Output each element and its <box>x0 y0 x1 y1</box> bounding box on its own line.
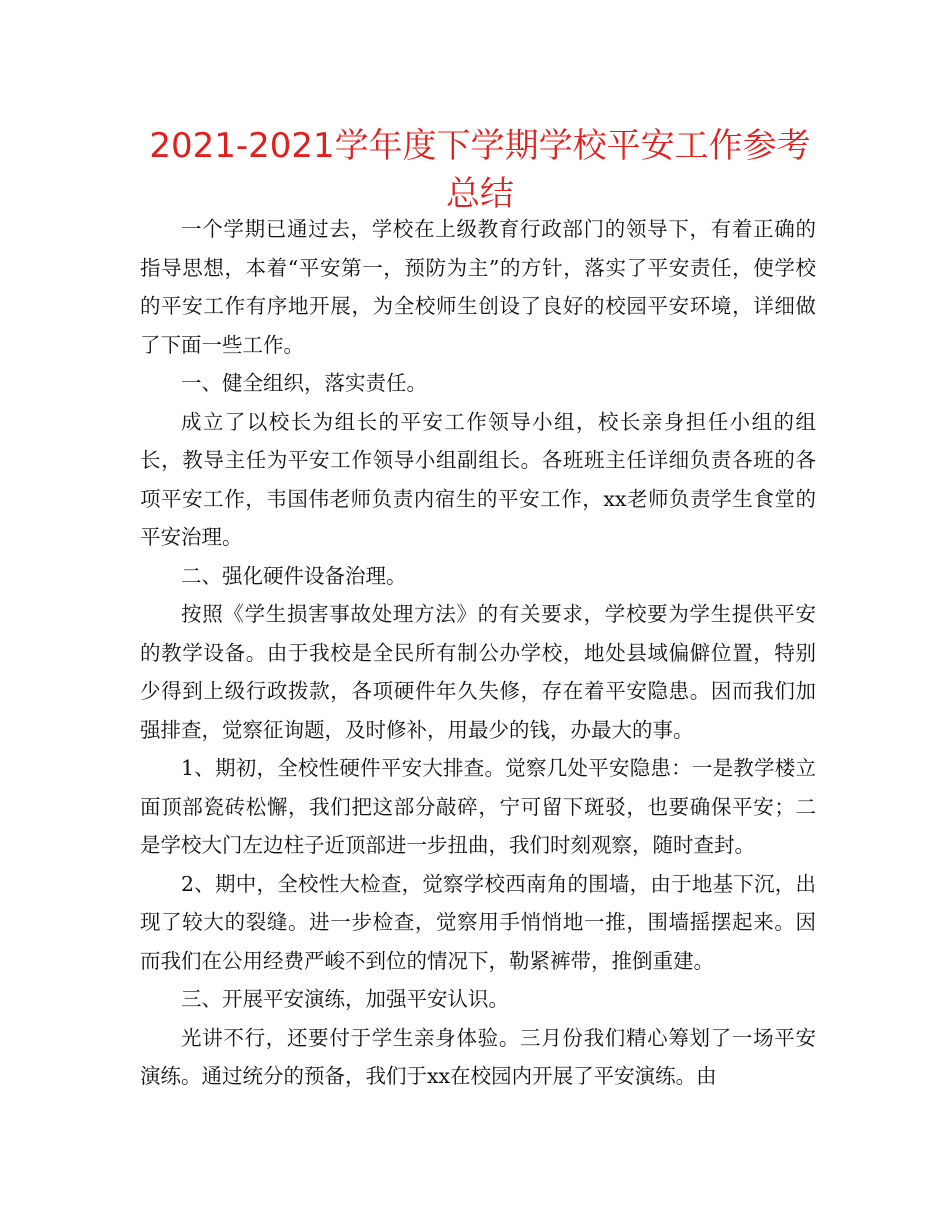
document-title: 2021-2021学年度下学期学校平安工作参考总结 <box>149 126 811 214</box>
paragraph-organization: 成立了以校长为组长的平安工作领导小组，校长亲身担任小组的组长，教导主任为平安工作领导小组副组长。各班班主任详细负责各班的各项平安工作，韦国伟老师负责内宿生的平安工作，xx老师负责学生食堂的平安治理。 <box>140 409 816 549</box>
section-heading-1: 一、健全组织，落实责任。 <box>181 371 427 395</box>
section-heading-3: 三、开展平安演练，加强平安认识。 <box>181 987 509 1011</box>
paragraph-hardware: 按照《学生损害事故处理方法》的有关要求，学校要为学生提供平安的教学设备。由于我校是全民所有制公办学校，地处县域偏僻位置，特别少得到上级行政拨款，各项硬件年久失修，存在着平安隐患。因而我们加强排查，觉察征询题，及时修补，用最少的钱，办最大的事。 <box>140 602 816 742</box>
paragraph-drill: 光讲不行，还要付于学生亲身体验。三月份我们精心筹划了一场平安演练。通过统分的预备，我们于xx在校园内开展了平安演练。由 <box>140 1025 816 1088</box>
section-heading-2: 二、强化硬件设备治理。 <box>181 563 407 588</box>
document-body <box>140 210 816 1096</box>
paragraph-intro: 一个学期已通过去，学校在上级教育行政部门的领导下，有着正确的指导思想，本着“平安第一，预防为主”的方针，落实了平安责任，使学校的平安工作有序地开展，为全校师生创设了良好的校园平安环境，详细做了下面一些工作。 <box>140 217 816 357</box>
paragraph-item-2: 2、期中，全校性大检查，觉察学校西南角的围墙，由于地基下沉，出现了较大的裂缝。进一步检查，觉察用手悄悄地一推，围墙摇摆起来。因而我们在公用经费严峻不到位的情况下，勒紧裤带，推倒重建。 <box>140 871 816 973</box>
paragraph-item-1: 1、期初，全校性硬件平安大排查。觉察几处平安隐患：一是教学楼立面顶部瓷砖松懈，我们把这部分敲碎，宁可留下斑驳，也要确保平安；二是学校大门左边柱子近顶部进一步扭曲，我们时刻观察，随时查封。 <box>140 756 816 857</box>
